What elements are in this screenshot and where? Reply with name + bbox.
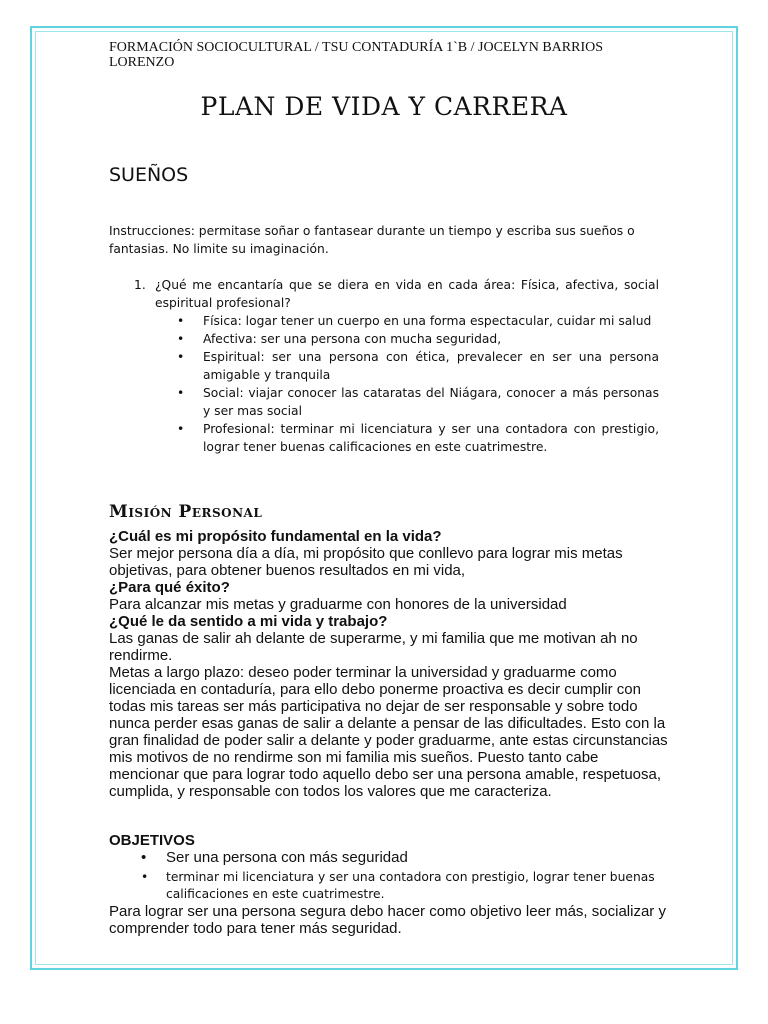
bullet-text: Espiritual: ser una persona con ética, prevalecer en ser una persona amigable y tranquila [203, 350, 659, 382]
objetivos-paragraph: Para lograr ser una persona segura debo hacer como objetivo leer más, socializar y comprender todo para tener más seguridad. [109, 903, 666, 937]
answer-text: Para alcanzar mis metas y graduarme con honores de la universidad [109, 596, 567, 613]
bullet-text: Social: viajar conocer las cataratas del Niágara, conocer a más personas y ser mas social [203, 386, 659, 418]
list-item [177, 384, 659, 420]
areas-bullet-list [177, 312, 659, 456]
question-heading: ¿Para qué éxito? [109, 579, 230, 596]
numbered-question [134, 276, 659, 312]
bullet-icon: • [177, 350, 185, 364]
answer-text: Ser mejor persona día a día, mi propósito que conllevo para lograr mis metas objetivas, para obtener buenos resultados en mi vida, [109, 545, 623, 579]
bullet-icon: • [177, 314, 185, 328]
bullet-icon: • [177, 422, 185, 436]
mision-heading: Misión Personal [109, 502, 263, 522]
bullet-icon: • [141, 849, 147, 866]
mision-body [109, 528, 669, 800]
document-header: FORMACIÓN SOCIOCULTURAL / TSU CONTADURÍA 1`B / JOCELYN BARRIOS LORENZO [109, 40, 604, 70]
list-item [177, 312, 659, 330]
suenos-heading: SUEÑOS [109, 164, 189, 186]
list-item [177, 348, 659, 384]
objective-text: terminar mi licenciatura y ser una contadora con prestigio, lograr tener buenas calificaciones en este cuatrimestre. [166, 870, 655, 901]
list-item [177, 330, 659, 348]
answer-text: Metas a largo plazo: deseo poder terminar la universidad y graduarme como licenciada en contaduría, para ello debo ponerme proactiva es decir cumplir con todas mis tareas ser más participativa no dejar de ser responsable y sobre todo nunca perder esas ganas de salir a delante a pensar de las dificultades. Esto con la gran finalidad de poder salir a delante y poder graduarme, ante estas circunstancias mis motivos de no rendirme son mi familia mis sueños. Puesto tanto cabe mencionar que para lograr todo aquello debo ser una persona amable, respetuosa, cumplida, y responsable con todos los valores que me caracteriza. [109, 664, 668, 800]
bullet-text: Afectiva: ser una persona con mucha seguridad, [203, 332, 502, 346]
question-heading: ¿Qué le da sentido a mi vida y trabajo? [109, 613, 388, 630]
bullet-text: Física: logar tener un cuerpo en una forma espectacular, cuidar mi salud [203, 314, 652, 328]
bullet-icon: • [177, 386, 185, 400]
question-heading: ¿Cuál es mi propósito fundamental en la vida? [109, 528, 442, 545]
objetivos-heading: OBJETIVOS [109, 832, 195, 849]
answer-text: Las ganas de salir ah delante de superarme, y mi familia que me motivan ah no rendirme. [109, 630, 638, 664]
objetivos-list [141, 849, 671, 903]
list-item [141, 849, 671, 867]
bullet-icon: • [177, 332, 185, 346]
bullet-icon: • [141, 870, 149, 884]
list-item [177, 420, 659, 456]
question-text: ¿Qué me encantaría que se diera en vida en cada área: Física, afectiva, social espiritual profesional? [155, 278, 659, 310]
instructions-text: Instrucciones: permitase soñar o fantasear durante un tiempo y escriba sus sueños o fantasias. No limite su imaginación. [109, 224, 635, 256]
list-item [141, 869, 671, 903]
question-number: 1. [134, 278, 146, 292]
bullet-text: Profesional: terminar mi licenciatura y ser una contadora con prestigio, lograr tener buenas calificaciones en este cuatrimestre. [203, 422, 659, 454]
page-title: PLAN DE VIDA Y CARRERA [200, 92, 568, 121]
objective-text: Ser una persona con más seguridad [166, 849, 408, 866]
